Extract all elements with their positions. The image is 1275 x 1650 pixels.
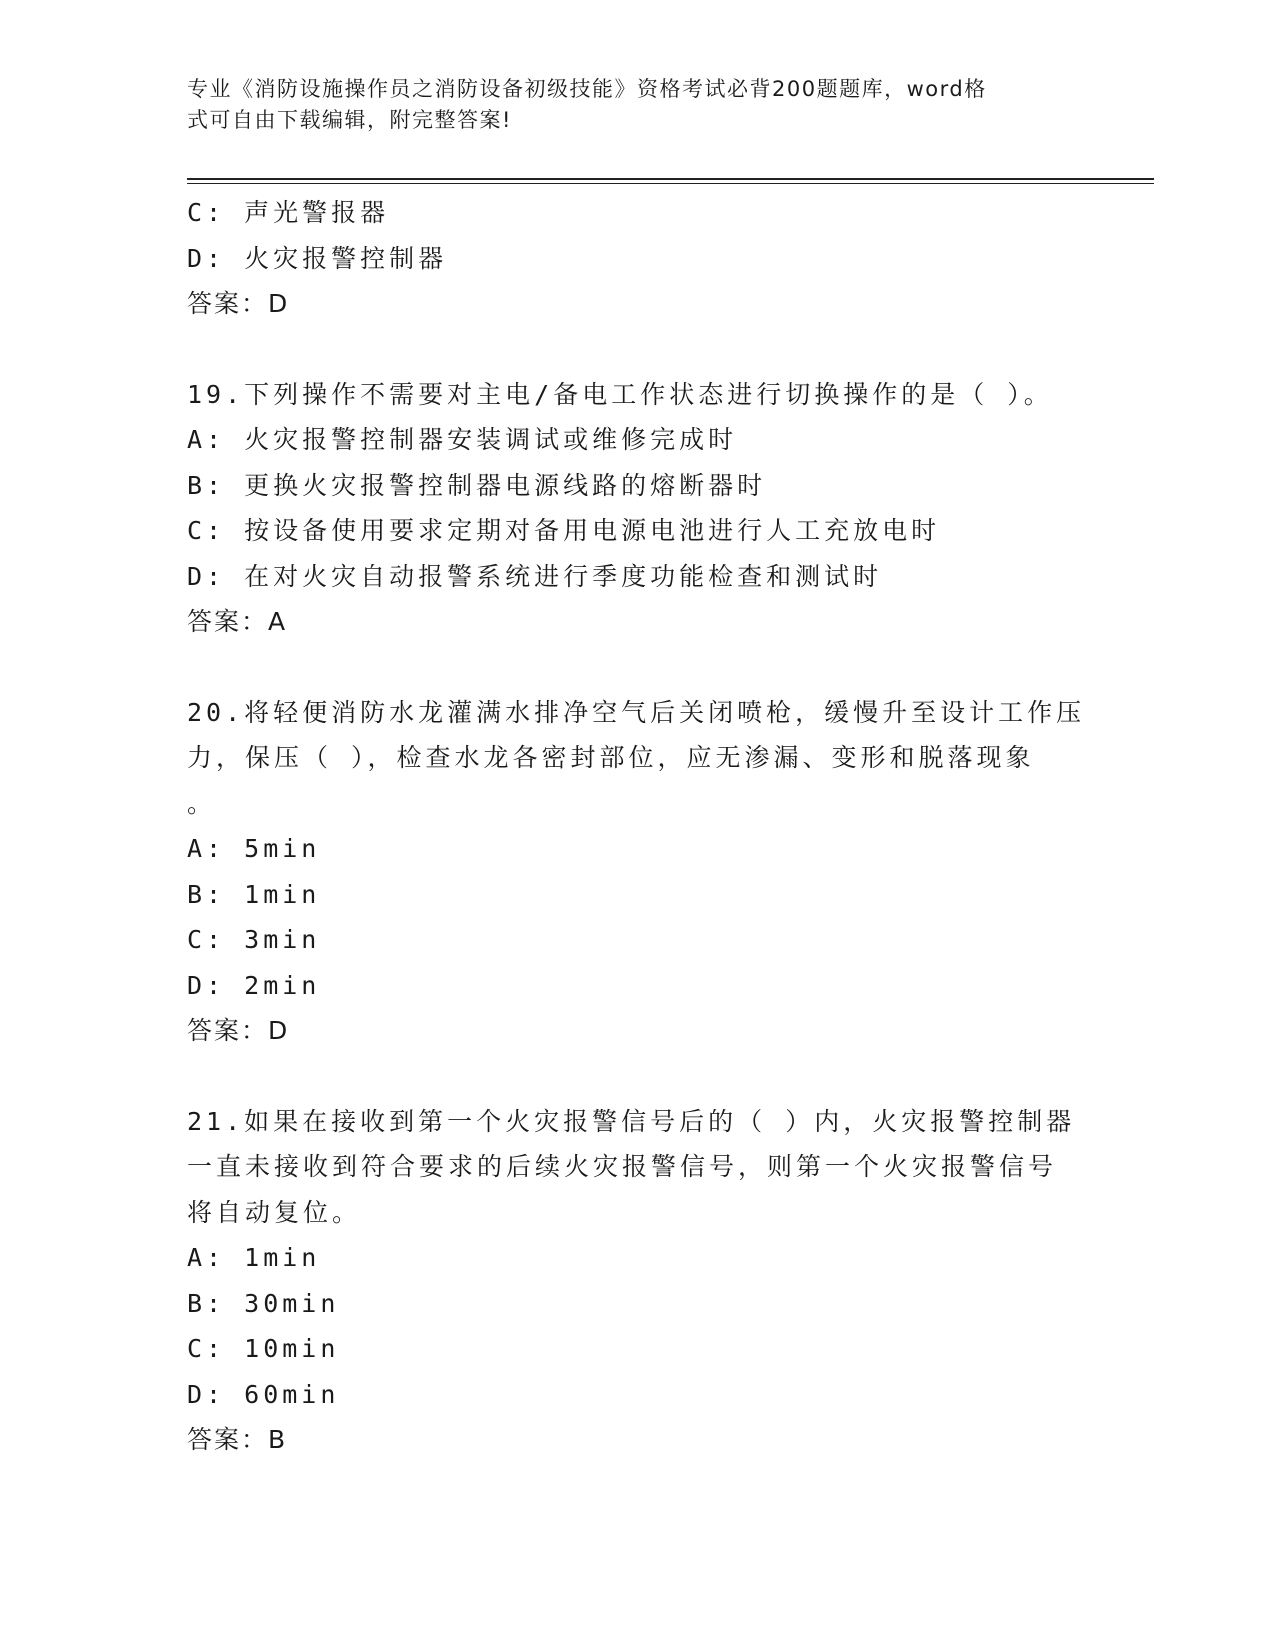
option-b: B: 1min: [187, 879, 321, 909]
answer-line: 答案：D: [187, 289, 290, 318]
question-list: [187, 190, 1087, 1463]
option-a: A: 5min: [187, 834, 321, 863]
option-b: B: 更换火灾报警控制器电源线路的熔断器时: [187, 470, 767, 500]
answer-line: 答案：A: [187, 607, 288, 636]
option-c: C: 声光警报器: [187, 198, 390, 227]
answer-line: 答案：B: [187, 1425, 288, 1454]
option-a: A: 火灾报警控制器安装调试或维修完成时: [187, 425, 738, 454]
spacer: [187, 1054, 1087, 1099]
header-line-2: 式可自由下载编辑，附完整答案!: [187, 108, 512, 132]
option-d: D: 在对火灾自动报警系统进行季度功能检查和测试时: [187, 561, 883, 591]
option-b: B: 30min: [187, 1288, 340, 1318]
question-21: [187, 1099, 1087, 1463]
header-divider-thin: [187, 183, 1154, 184]
answer-line: 答案：D: [187, 1016, 290, 1045]
question-text-line-2: 一直未接收到符合要求的后续火灾报警信号，则第一个火灾报警信号: [187, 1152, 1058, 1181]
question-text-line-3: 。: [187, 788, 217, 818]
question-text-line-2: 力，保压（ ），检查水龙各密封部位，应无渗漏、变形和脱落现象: [187, 743, 1035, 772]
option-d: D: 60min: [187, 1379, 340, 1409]
spacer: [187, 645, 1087, 690]
question-19: [187, 372, 1087, 645]
option-d: D: 火灾报警控制器: [187, 243, 448, 273]
previous-question-tail: [187, 190, 1087, 327]
option-c: C: 10min: [187, 1334, 340, 1363]
question-text: 19.下列操作不需要对主电/备电工作状态进行切换操作的是（ ）。: [187, 379, 1053, 409]
option-c: C: 按设备使用要求定期对备用电源电池进行人工充放电时: [187, 516, 941, 545]
spacer: [187, 327, 1087, 372]
header-line-1: 专业《消防设施操作员之消防设备初级技能》资格考试必背200题题库，word格: [187, 77, 987, 101]
question-text-line-3: 将自动复位。: [187, 1197, 362, 1227]
question-text-line-1: 21.如果在接收到第一个火灾报警信号后的（ ）内，火灾报警控制器: [187, 1106, 1076, 1136]
document-header: [187, 74, 1067, 136]
header-divider-thick: [187, 178, 1154, 180]
option-a: A: 1min: [187, 1243, 321, 1272]
question-20: [187, 690, 1087, 1054]
question-text-line-1: 20.将轻便消防水龙灌满水排净空气后关闭喷枪，缓慢升至设计工作压: [187, 697, 1086, 727]
option-d: D: 2min: [187, 970, 321, 1000]
option-c: C: 3min: [187, 925, 321, 954]
